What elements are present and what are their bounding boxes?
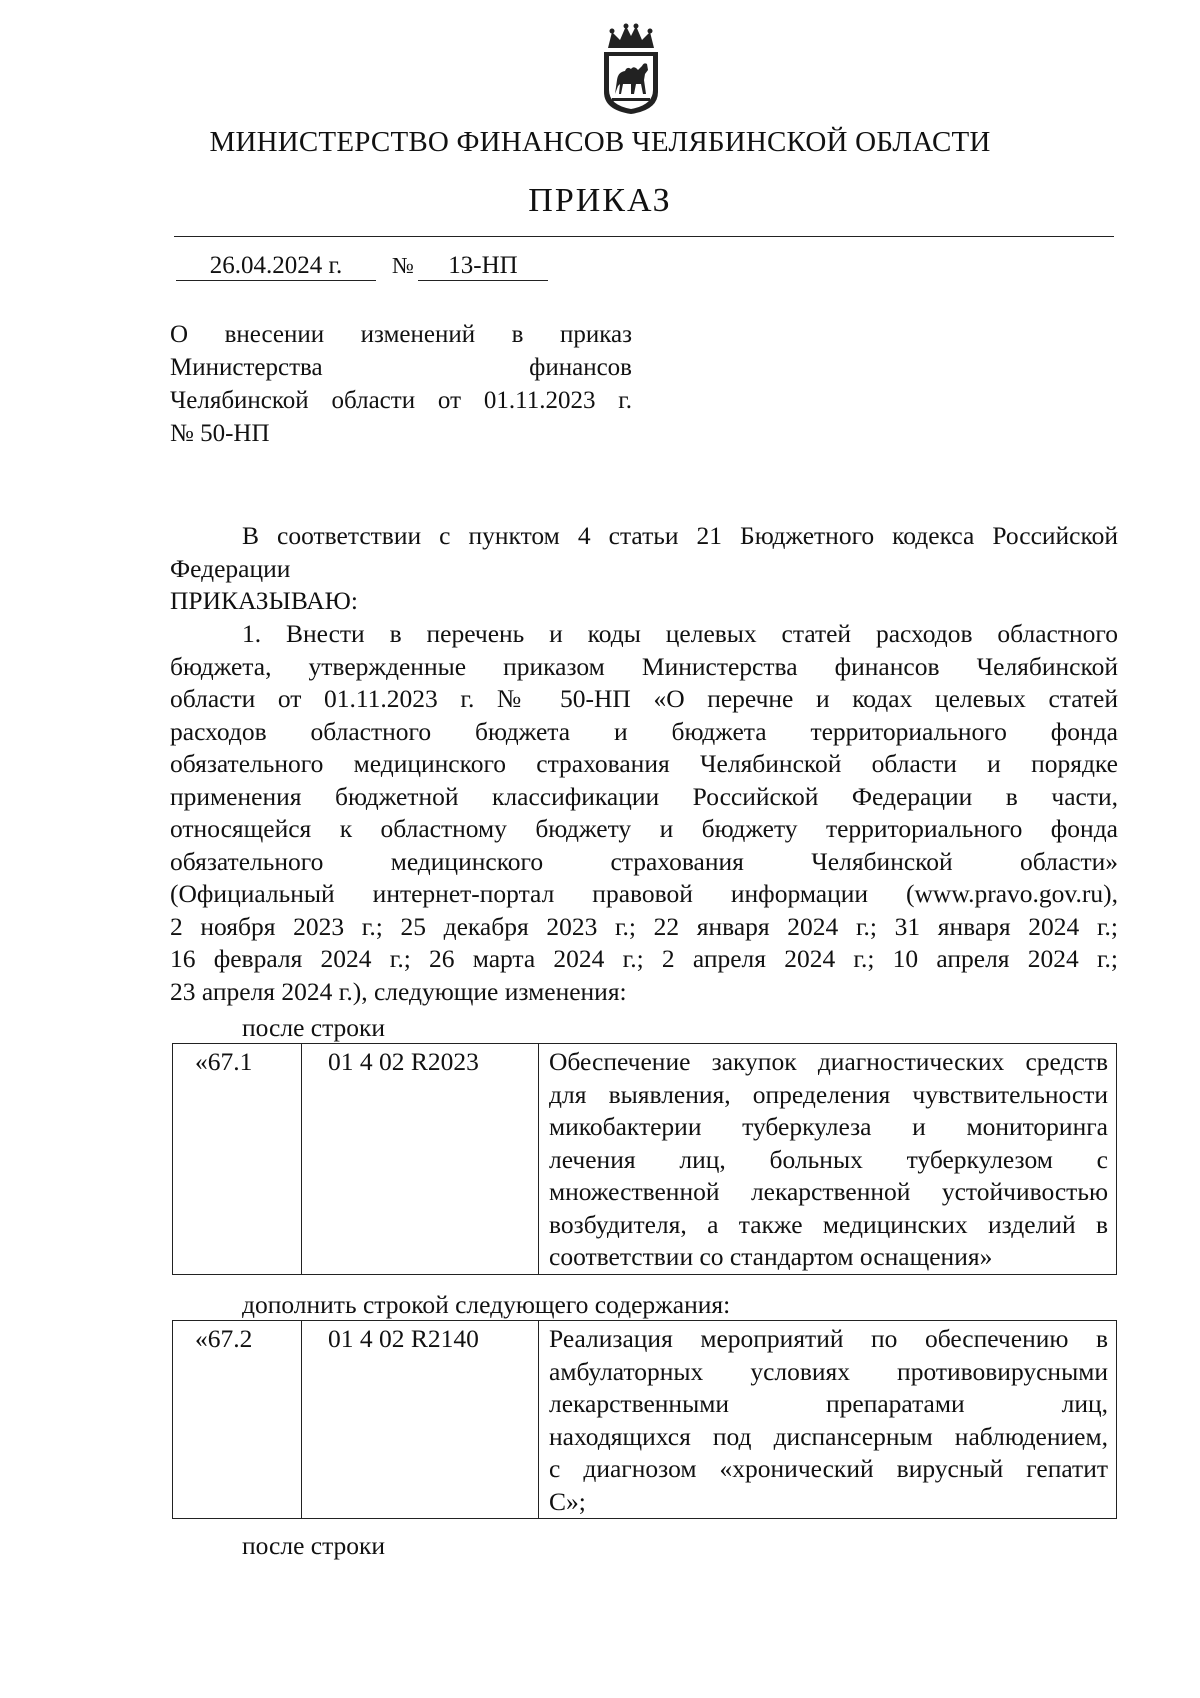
description-line: амбулаторных условиях противовирусными: [549, 1356, 1108, 1386]
basis-line: Федерации: [170, 553, 291, 583]
item-line: расходов областного бюджета и бюджета территориального фонда: [170, 716, 1118, 746]
item-1-paragraph: [170, 618, 1118, 1008]
description-line: с диагнозом «хронический вирусный гепатит: [549, 1454, 1108, 1483]
description-line: Обеспечение закупок диагностических средств: [549, 1047, 1108, 1076]
row-description-cell: [539, 1044, 1117, 1275]
document-type-title: ПРИКАЗ: [528, 182, 672, 219]
item-line: области от 01.11.2023 г. № 50-НП «О перечне и кодах целевых статей: [170, 684, 1118, 713]
chelyabinsk-coat-of-arms-icon: [598, 22, 664, 116]
description-line: С»;: [549, 1486, 586, 1516]
ministry-name: МИНИСТЕРСТВО ФИНАНСОВ ЧЕЛЯБИНСКОЙ ОБЛАСТИ: [209, 126, 991, 158]
legal-basis-paragraph: [170, 520, 1118, 585]
item-line: применения бюджетной классификации Российской Федерации в части,: [170, 781, 1118, 811]
table-row: [173, 1044, 1117, 1275]
row-description-cell: [539, 1321, 1117, 1519]
caption-after-row: после строки: [242, 1531, 386, 1560]
order-word: ПРИКАЗЫВАЮ:: [170, 586, 358, 615]
order-subject: [170, 318, 632, 450]
order-date: 26.04.2024 г.: [176, 252, 376, 281]
description-line: возбудителя, а также медицинских изделий в: [549, 1209, 1108, 1239]
item-line: обязательного медицинского страхования Челябинской области»: [170, 846, 1118, 876]
description-line: микобактерии туберкулеза и мониторинга: [549, 1112, 1108, 1141]
description-line: лекарственными препаратами лиц,: [549, 1389, 1108, 1418]
item-line: 1. Внести в перечень и коды целевых статей расходов областного: [242, 619, 1118, 648]
row-number-cell: «67.1: [173, 1044, 302, 1275]
subject-line: Челябинской области от 01.11.2023 г.: [170, 387, 632, 414]
row-number-cell: «67.2: [173, 1321, 302, 1519]
description-line: находящихся под диспансерным наблюдением,: [549, 1421, 1108, 1451]
item-line: обязательного медицинского страхования Челябинской области и порядке: [170, 749, 1118, 778]
item-line: 16 февраля 2024 г.; 26 марта 2024 г.; 2 апреля 2024 г.; 10 апреля 2024 г.;: [170, 944, 1118, 973]
description-line: Реализация мероприятий по обеспечению в: [549, 1324, 1108, 1353]
item-line: (Официальный интернет-портал правовой информации (www.pravo.gov.ru),: [170, 879, 1118, 908]
description-line: лечения лиц, больных туберкулезом с: [549, 1144, 1108, 1174]
item-line: бюджета, утвержденные приказом Министерства финансов Челябинской: [170, 651, 1118, 681]
caption-add-row: дополнить строкой следующего содержания:: [242, 1290, 731, 1319]
order-number: 13-НП: [418, 252, 548, 281]
row-code-cell: 01 4 02 R2023: [302, 1044, 539, 1275]
description-line: для выявления, определения чувствительности: [549, 1079, 1108, 1109]
header-divider: [174, 236, 1114, 237]
caption-after-row: после строки: [242, 1013, 386, 1042]
subject-line: О внесении изменений в приказ: [170, 321, 632, 348]
number-sign: №: [392, 253, 414, 278]
row-code-cell: 01 4 02 R2140: [302, 1321, 539, 1519]
item-line: 23 апреля 2024 г.), следующие изменения:: [170, 976, 627, 1006]
description-line: множественной лекарственной устойчивостью: [549, 1177, 1108, 1206]
basis-line: В соответствии с пунктом 4 статьи 21 Бюджетного кодекса Российской: [242, 521, 1118, 550]
item-line: относящейся к областному бюджету и бюджету территориального фонда: [170, 814, 1118, 843]
target-row-table-1: [172, 1043, 1117, 1275]
subject-line: № 50-НП: [170, 420, 270, 447]
table-row: [173, 1321, 1117, 1519]
description-line: соответствии со стандартом оснащения»: [549, 1242, 993, 1271]
added-row-table: [172, 1320, 1117, 1519]
subject-line: Министерства финансов: [170, 354, 632, 381]
item-line: 2 ноября 2023 г.; 25 декабря 2023 г.; 22 января 2024 г.; 31 января 2024 г.;: [170, 911, 1118, 941]
